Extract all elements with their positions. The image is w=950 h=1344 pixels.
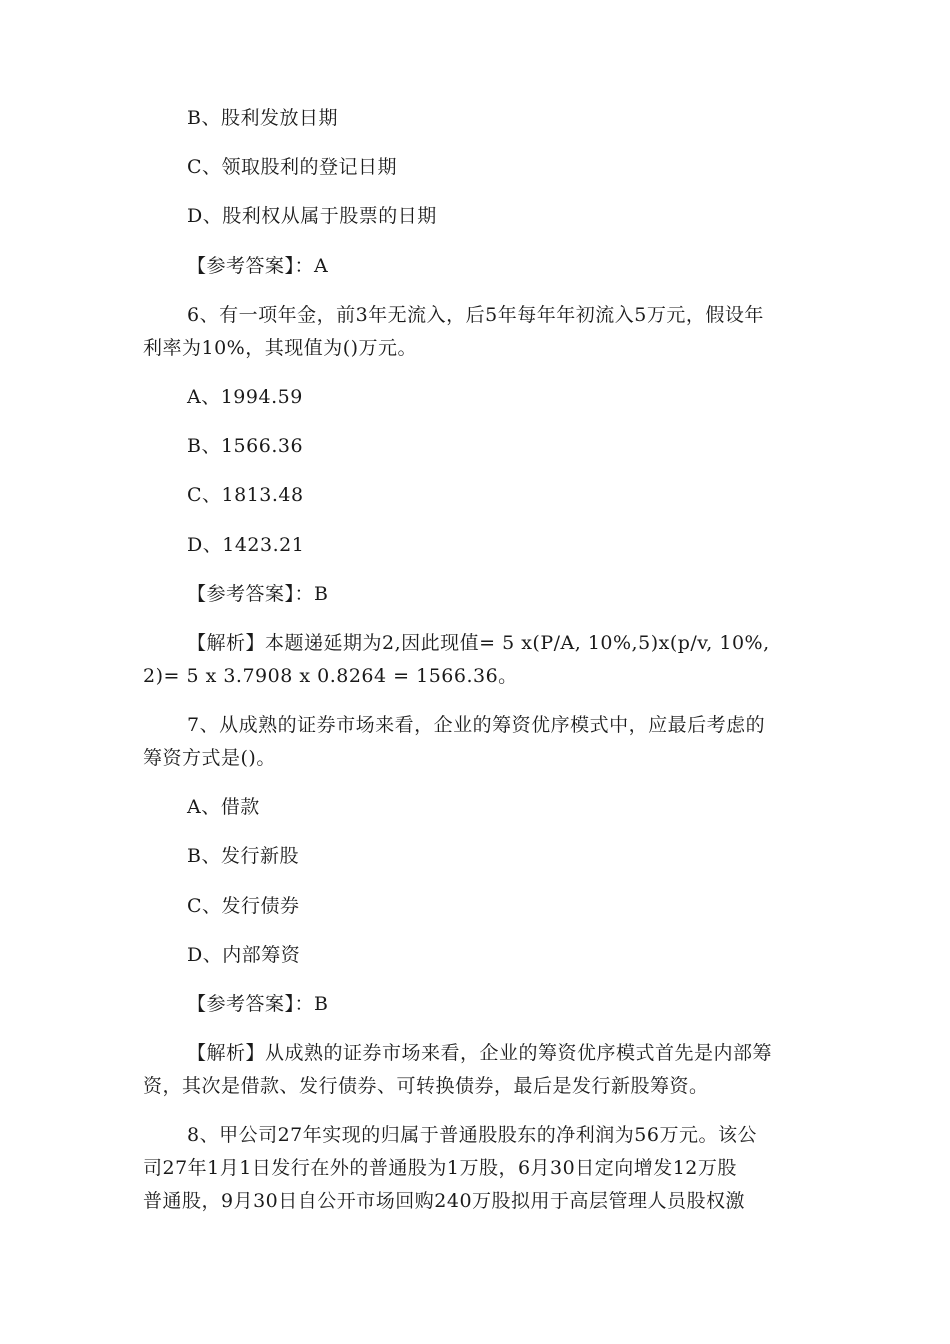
q7-option-a: A、借款 [187,796,260,818]
q5-option-d: D、股利权从属于股票的日期 [187,205,437,227]
q6-option-c: C、1813.48 [187,484,304,506]
q8-stem-line2: 司27年1月1日发行在外的普通股为1万股，6月30日定向增发12万股 [143,1157,737,1179]
q5-option-b: B、股利发放日期 [187,107,338,129]
q8-stem-line1: 8、甲公司27年实现的归属于普通股股东的净利润为56万元。该公 [187,1124,757,1146]
q7-analysis-line2: 资，其次是借款、发行债券、可转换债券，最后是发行新股筹资。 [143,1075,709,1097]
q6-option-d: D、1423.21 [187,534,305,556]
q7-stem-line2: 筹资方式是()。 [143,747,276,769]
q7-answer: 【参考答案】：B [187,993,329,1015]
q7-option-d: D、内部筹资 [187,944,301,966]
q6-analysis-line2: 2)= 5 x 3.7908 x 0.8264 = 1566.36。 [143,665,518,687]
q6-option-a: A、1994.59 [187,386,303,408]
q6-option-b: B、1566.36 [187,435,304,457]
q5-answer: 【参考答案】：A [187,255,329,277]
q8-stem-line3: 普通股，9月30日自公开市场回购240万股拟用于高层管理人员股权激 [143,1190,746,1212]
q5-option-c: C、领取股利的登记日期 [187,156,398,178]
q6-stem-line2: 利率为10%，其现值为()万元。 [143,337,418,359]
q6-answer: 【参考答案】：B [187,583,329,605]
q6-stem-line1: 6、有一项年金，前3年无流入，后5年每年年初流入5万元，假设年 [187,304,764,326]
q7-analysis-line1: 【解析】从成熟的证券市场来看，企业的筹资优序模式首先是内部筹 [187,1042,773,1064]
q7-option-b: B、发行新股 [187,845,299,867]
q7-stem-line1: 7、从成熟的证券市场来看，企业的筹资优序模式中，应最后考虑的 [187,714,766,736]
q6-analysis-line1: 【解析】本题递延期为2,因此现值= 5 x(P/A, 10%,5)x(p/v, 10%, [187,632,770,654]
q7-option-c: C、发行债券 [187,895,300,917]
